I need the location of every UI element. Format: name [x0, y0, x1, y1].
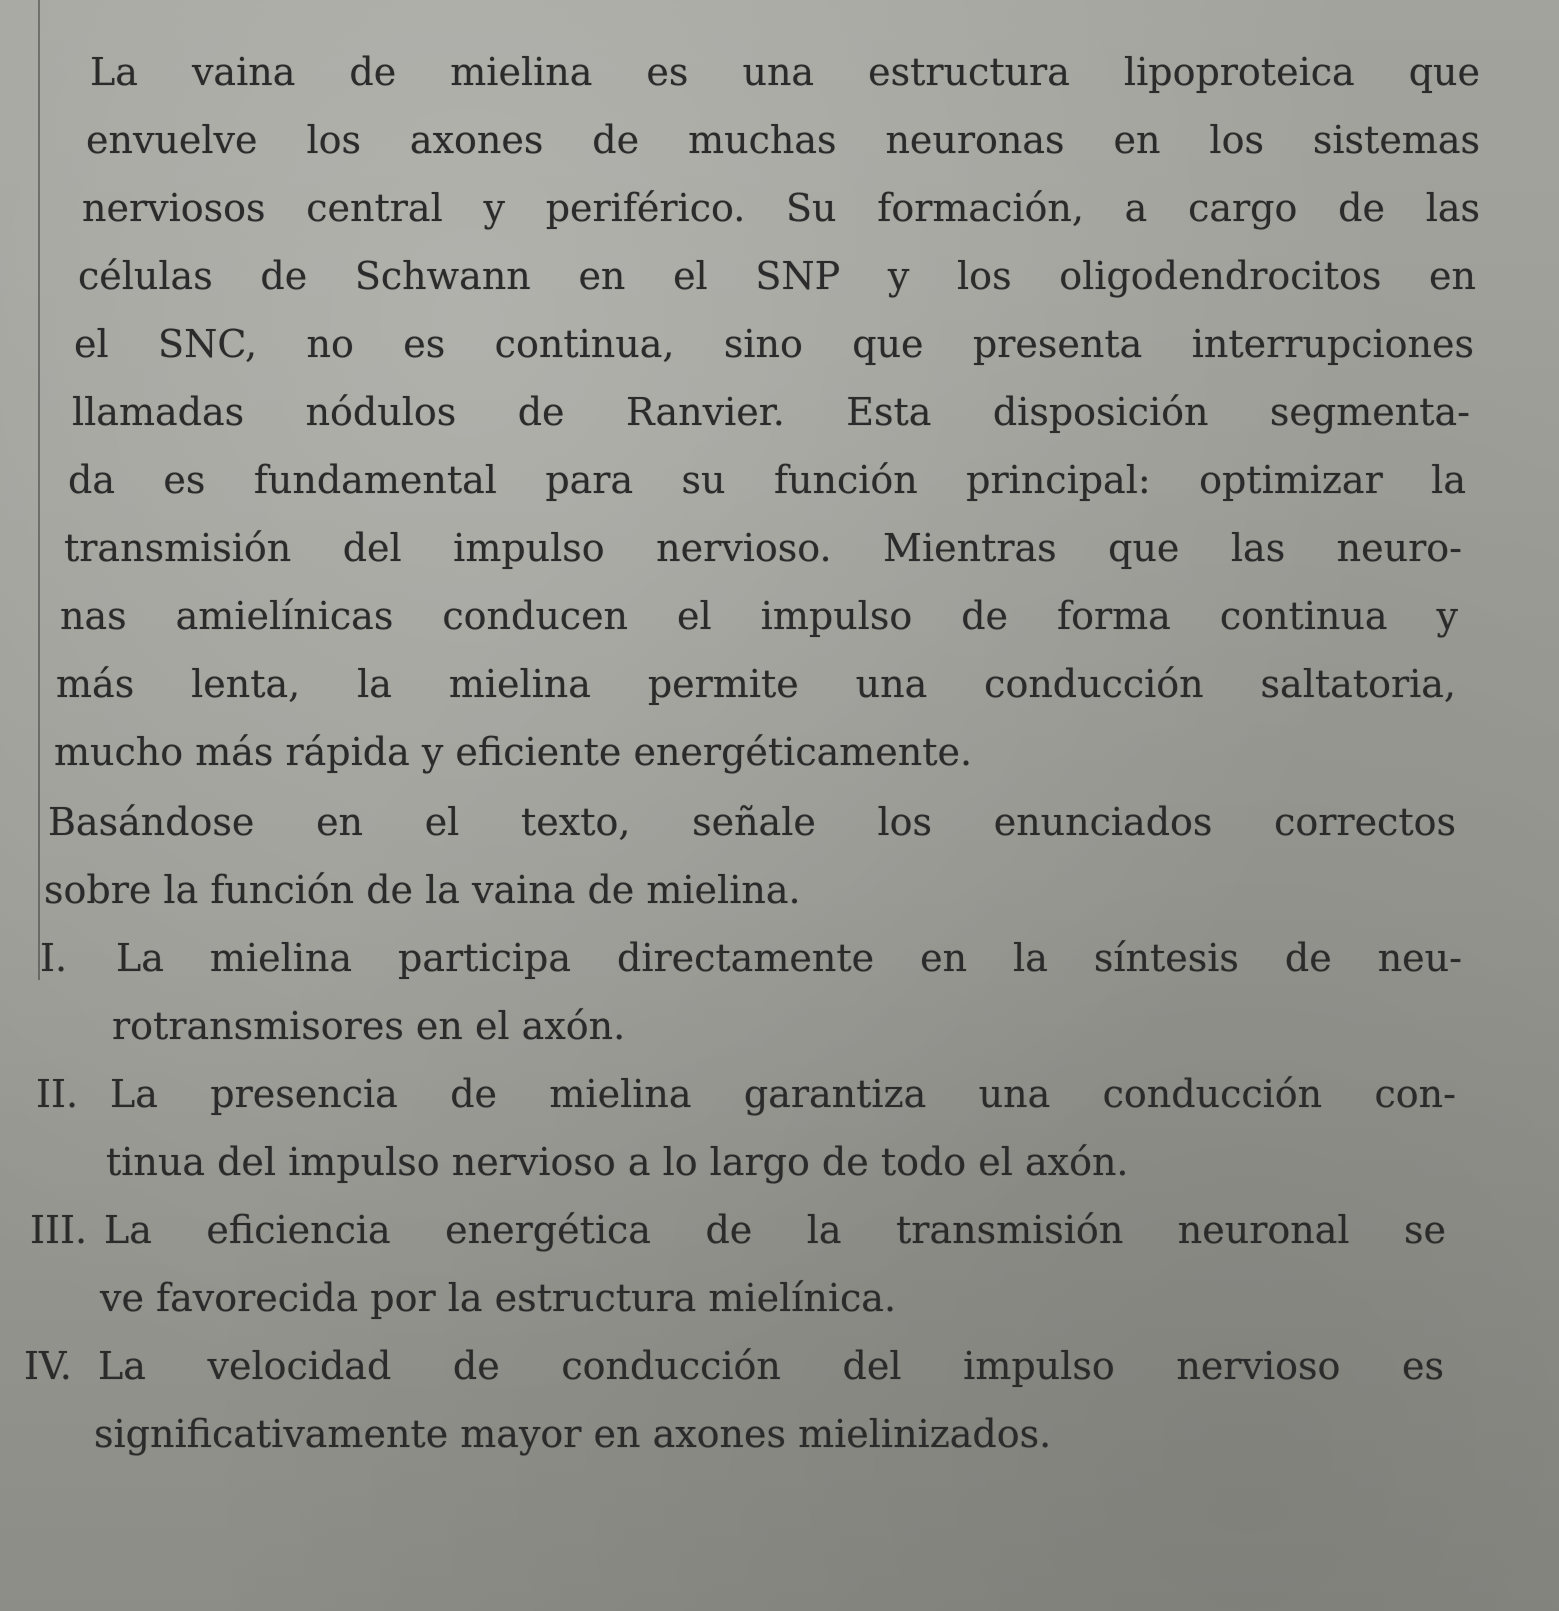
statement-line: significativamente mayor en axones mielinizados. [94, 1412, 1052, 1456]
passage-line: La vaina de mielina es una estructura lipoproteica que [90, 50, 1480, 94]
statement-line: La presencia de mielina garantiza una conducción con- [110, 1072, 1456, 1116]
statement-line: tinua del impulso nervioso a lo largo de todo el axón. [106, 1140, 1129, 1184]
statement-line: rotransmisores en el axón. [112, 1004, 626, 1048]
passage-line: más lenta, la mielina permite una conducción saltatoria, [56, 662, 1456, 706]
statement-line: ve favorecida por la estructura mielínica. [100, 1276, 897, 1320]
statement-numeral: I. [40, 936, 68, 980]
statement-numeral: III. [30, 1208, 88, 1252]
passage-line: nerviosos central y periférico. Su formación, a cargo de las [82, 186, 1480, 230]
margin-rule [38, 0, 40, 980]
statement-numeral: IV. [24, 1344, 72, 1388]
passage-line: da es fundamental para su función principal: optimizar la [68, 458, 1466, 502]
passage-line: transmisión del impulso nervioso. Mientras que las neuro- [64, 526, 1462, 570]
statement-numeral: II. [36, 1072, 79, 1116]
passage-line: células de Schwann en el SNP y los oligodendrocitos en [78, 254, 1476, 298]
question-line: Basándose en el texto, señale los enunciados correctos [48, 800, 1456, 844]
passage-line: llamadas nódulos de Ranvier. Esta disposición segmenta- [72, 390, 1470, 434]
passage-line: nas amielínicas conducen el impulso de forma continua y [60, 594, 1458, 638]
statement-line: La mielina participa directamente en la síntesis de neu- [116, 936, 1462, 980]
passage-line: envuelve los axones de muchas neuronas en los sistemas [86, 118, 1480, 162]
statement-line: La eficiencia energética de la transmisión neuronal se [104, 1208, 1446, 1252]
passage-line: mucho más rápida y eficiente energéticamente. [54, 730, 973, 774]
passage-line: el SNC, no es continua, sino que presenta interrupciones [74, 322, 1474, 366]
question-line: sobre la función de la vaina de mielina. [44, 868, 801, 912]
statement-line: La velocidad de conducción del impulso nervioso es [98, 1344, 1444, 1388]
